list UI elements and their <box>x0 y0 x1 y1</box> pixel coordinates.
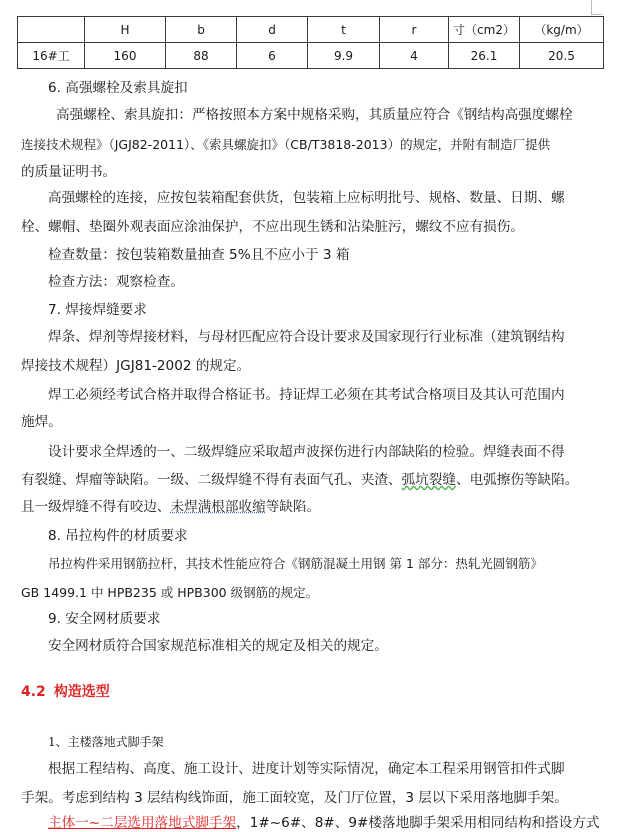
section-7-para3-line3 <box>21 498 320 516</box>
table-header-cell <box>18 17 85 43</box>
section-4-2-title: 构造选型 <box>53 684 110 700</box>
table-row <box>18 43 604 69</box>
section-9-para1: 安全网材质符合国家规范标准相关的规定及相关的规定。 <box>48 638 388 654</box>
check-method: 检查方法：观察检查。 <box>48 274 184 290</box>
section-4-2-number: 4.2 <box>21 684 46 700</box>
table-header-cell: r <box>380 17 449 43</box>
section-9-title: 9. 安全网材质要求 <box>48 611 161 627</box>
section-6-para1-line2: 连接技术规程》（JGJ82-2011）、《索具螺旋扣》（CB/T3818-2013）的规定，并附有制造厂提供 <box>21 137 551 152</box>
table-cell: 20.5 <box>520 43 604 69</box>
section-7-para3-line1: 设计要求全焊透的一、二级焊缝应采取超声波探伤进行内部缺陷的检验。焊缝表面不得 <box>48 444 565 460</box>
section-7-para1-line1: 焊条、焊剂等焊接材料，与母材匹配应符合设计要求及国家现行行业标准（建筑钢结构 <box>48 329 565 345</box>
page-corner-mark <box>591 0 602 15</box>
para3-line2-text-c: 、电弧擦伤等缺陷。 <box>456 472 579 488</box>
table-header-cell: 寸（cm2） <box>449 17 520 43</box>
table-cell: 9.9 <box>308 43 380 69</box>
steel-spec-table <box>17 16 604 69</box>
table-cell: 160 <box>85 43 166 69</box>
shrinkage-marked-text: 未焊满根部收缩 <box>170 499 266 515</box>
section-6-title: 6. 高强螺栓及索具旋扣 <box>48 80 188 96</box>
para2-rest-text: ，1#~6#、8#、9#楼落地脚手架采用相同结构和搭设方式 <box>236 815 600 831</box>
section-7-para3-line2 <box>21 471 578 489</box>
table-header-row <box>18 17 604 43</box>
section-8-title: 8. 吊拉构件的材质要求 <box>48 528 188 544</box>
table-header-cell: H <box>85 17 166 43</box>
section-6-para1-line1: 高强螺栓、索具旋扣：严格按照本方案中规格采购，其质量应符合《钢结构高强度螺栓 <box>56 107 573 123</box>
table-header-cell: （kg/m） <box>520 17 604 43</box>
section-4-2-para1-line2: 手架。考虑到结构 3 层结构线饰面，施工面较宽，及门厅位置，3 层以下采用落地脚手架。 <box>21 790 568 806</box>
para3-line2-text-a: 有裂缝、焊瘤等缺陷。一级、二级焊缝不得有表面气孔、夹渣、 <box>21 472 402 488</box>
section-7-para2-line2: 施焊。 <box>21 414 62 430</box>
table-cell: 26.1 <box>449 43 520 69</box>
section-8-para1-line2: GB 1499.1 中 HPB235 或 HPB300 级钢筋的规定。 <box>21 585 319 600</box>
table-cell: 6 <box>237 43 308 69</box>
table-header-cell: t <box>308 17 380 43</box>
section-8-para1-line1: 吊拉构件采用钢筋拉杆，其技术性能应符合《钢筋混凝土用钢 第 1 部分：热轧光圆钢筋》 <box>48 556 543 571</box>
table-cell: 16#工 <box>18 43 85 69</box>
para3-line3-text-a: 且一级焊缝不得有咬边、 <box>21 499 171 515</box>
section-4-2-para1-line1: 根据工程结构、高度、施工设计、进度计划等实际情况，确定本工程采用钢管扣件式脚 <box>48 761 565 777</box>
table-header-cell: b <box>166 17 237 43</box>
highlighted-scaffold-text: 主体一~二层选用落地式脚手架 <box>48 815 237 831</box>
table-cell: 4 <box>380 43 449 69</box>
check-quantity: 检查数量：按包装箱数量抽查 5%且不应小于 3 箱 <box>48 247 350 263</box>
table-cell: 88 <box>166 43 237 69</box>
section-7-para1-line2: 焊接技术规程）JGJ81-2002 的规定。 <box>21 358 251 374</box>
table-header-cell: d <box>237 17 308 43</box>
subsection-1-title: 1、主楼落地式脚手架 <box>48 735 164 749</box>
para3-line3-text-c: 等缺陷。 <box>265 499 321 515</box>
section-4-2-heading <box>21 683 110 701</box>
section-6-para1-line3: 的质量证明书。 <box>21 164 117 180</box>
section-7-para2-line1: 焊工必须经考试合格并取得合格证书。持证焊工必须在其考试合格项目及其认可范围内 <box>48 387 565 403</box>
section-6-para2-line2: 栓、螺帽、垫圈外观表面应涂油保护，不应出现生锈和沾染脏污，螺纹不应有损伤。 <box>21 219 524 235</box>
section-6-para2-line1: 高强螺栓的连接，应按包装箱配套供货，包装箱上应标明批号、规格、数量、日期、螺 <box>48 190 565 206</box>
section-4-2-para2-line1 <box>48 814 600 832</box>
section-7-title: 7. 焊接焊缝要求 <box>48 302 147 318</box>
crater-crack-marked-text: 弧坑裂缝 <box>401 472 456 488</box>
